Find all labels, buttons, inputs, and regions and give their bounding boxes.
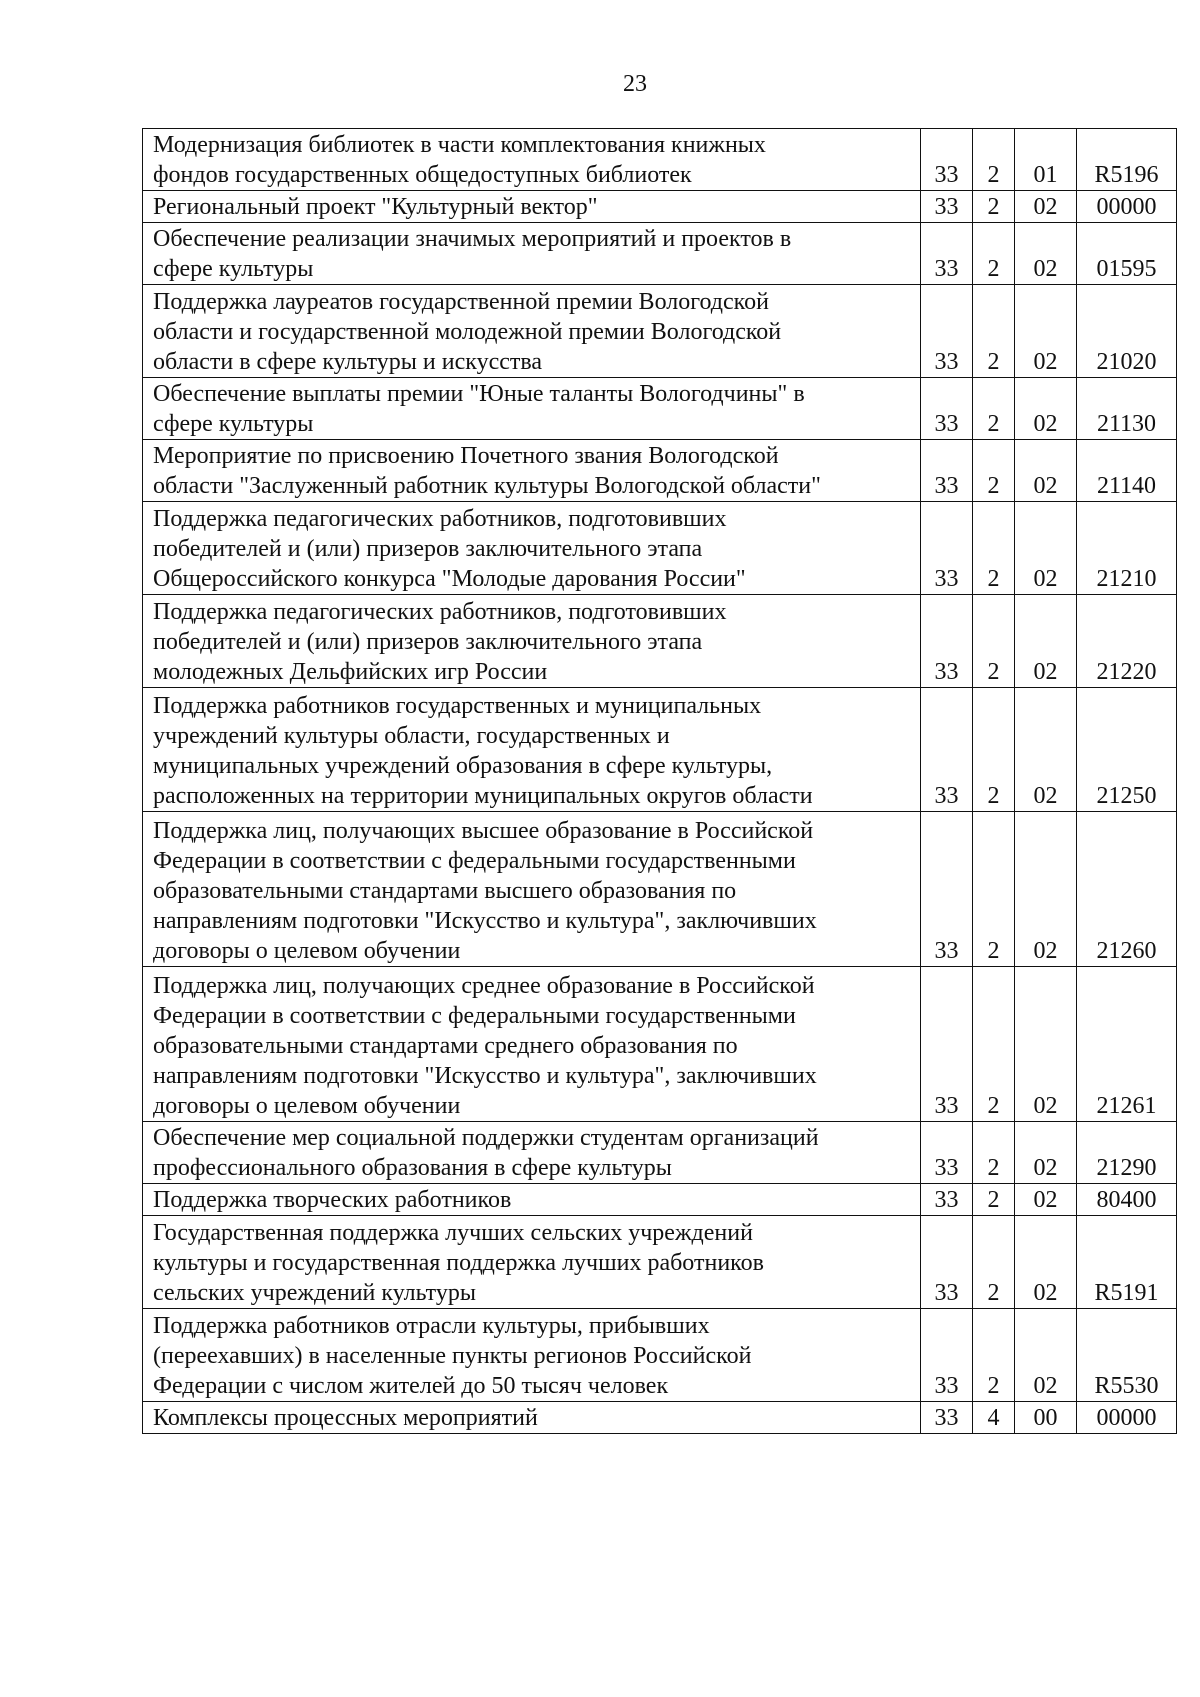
row-name-line: образовательными стандартами высшего образования по bbox=[153, 878, 737, 904]
row-name-line: Обеспечение реализации значимых мероприятий и проектов в bbox=[153, 226, 792, 252]
code-cell-c2: 2 bbox=[973, 285, 1015, 378]
code-cell-c4: 21290 bbox=[1077, 1122, 1177, 1184]
code-cell-c1: 33 bbox=[921, 378, 973, 440]
table-row bbox=[143, 1184, 1177, 1216]
row-name-line: области и государственной молодежной премии Вологодской bbox=[153, 319, 782, 345]
row-name-line: Федерации в соответствии с федеральными государственными bbox=[153, 1003, 796, 1029]
budget-classification-table bbox=[142, 128, 1177, 1434]
row-name-line: расположенных на территории муниципальных округов области bbox=[153, 783, 813, 809]
row-name-line: Комплексы процессных мероприятий bbox=[153, 1405, 538, 1431]
code-cell-c1: 33 bbox=[921, 285, 973, 378]
code-cell-c2: 2 bbox=[973, 378, 1015, 440]
code-cell-c3: 02 bbox=[1015, 223, 1077, 285]
row-name-line: Поддержка лиц, получающих среднее образование в Российской bbox=[153, 973, 815, 999]
table-row bbox=[143, 502, 1177, 595]
table-row bbox=[143, 595, 1177, 688]
row-name-cell bbox=[143, 595, 921, 688]
row-name-cell bbox=[143, 812, 921, 967]
table-row bbox=[143, 191, 1177, 223]
code-cell-c2: 2 bbox=[973, 440, 1015, 502]
code-cell-c3: 02 bbox=[1015, 191, 1077, 223]
code-cell-c2: 2 bbox=[973, 223, 1015, 285]
row-name-cell bbox=[143, 378, 921, 440]
row-name-line: Мероприятие по присвоению Почетного звания Вологодской bbox=[153, 443, 779, 469]
row-name-cell bbox=[143, 223, 921, 285]
row-name-line: Поддержка педагогических работников, подготовивших bbox=[153, 599, 727, 625]
code-cell-c3: 02 bbox=[1015, 285, 1077, 378]
table-row bbox=[143, 1309, 1177, 1402]
code-cell-c1: 33 bbox=[921, 502, 973, 595]
row-name-cell bbox=[143, 1309, 921, 1402]
code-cell-c1: 33 bbox=[921, 1122, 973, 1184]
row-name-line: Поддержка работников государственных и муниципальных bbox=[153, 693, 762, 719]
row-name-cell bbox=[143, 688, 921, 812]
code-cell-c4: 21261 bbox=[1077, 967, 1177, 1122]
table-row bbox=[143, 285, 1177, 378]
code-cell-c3: 02 bbox=[1015, 1216, 1077, 1309]
code-cell-c3: 02 bbox=[1015, 967, 1077, 1122]
row-name-line: Поддержка лауреатов государственной премии Вологодской bbox=[153, 289, 769, 315]
code-cell-c1: 33 bbox=[921, 688, 973, 812]
row-name-line: Региональный проект "Культурный вектор" bbox=[153, 194, 598, 220]
row-name-line: договоры о целевом обучении bbox=[153, 1093, 461, 1119]
row-name-line: направлениям подготовки "Искусство и культура", заключивших bbox=[153, 908, 817, 934]
row-name-line: Поддержка педагогических работников, подготовивших bbox=[153, 506, 727, 532]
code-cell-c3: 02 bbox=[1015, 688, 1077, 812]
code-cell-c2: 2 bbox=[973, 595, 1015, 688]
row-name-line: Поддержка работников отрасли культуры, прибывших bbox=[153, 1313, 710, 1339]
row-name-line: сфере культуры bbox=[153, 256, 314, 282]
row-name-line: победителей и (или) призеров заключительного этапа bbox=[153, 536, 703, 562]
code-cell-c4: 21250 bbox=[1077, 688, 1177, 812]
row-name-line: Поддержка творческих работников bbox=[153, 1187, 512, 1213]
code-cell-c4: 21220 bbox=[1077, 595, 1177, 688]
code-cell-c1: 33 bbox=[921, 440, 973, 502]
row-name-line: Обеспечение выплаты премии "Юные таланты Вологодчины" в bbox=[153, 381, 805, 407]
row-name-line: Государственная поддержка лучших сельских учреждений bbox=[153, 1220, 753, 1246]
row-name-cell bbox=[143, 191, 921, 223]
row-name-line: молодежных Дельфийских игр России bbox=[153, 659, 548, 685]
row-name-line: Обеспечение мер социальной поддержки студентам организаций bbox=[153, 1125, 819, 1151]
table-row bbox=[143, 1122, 1177, 1184]
code-cell-c2: 2 bbox=[973, 1184, 1015, 1216]
code-cell-c1: 33 bbox=[921, 129, 973, 191]
table-row bbox=[143, 1216, 1177, 1309]
code-cell-c1: 33 bbox=[921, 1184, 973, 1216]
table-row bbox=[143, 223, 1177, 285]
code-cell-c1: 33 bbox=[921, 223, 973, 285]
row-name-line: профессионального образования в сфере культуры bbox=[153, 1155, 672, 1181]
row-name-cell bbox=[143, 1122, 921, 1184]
row-name-line: Федерации в соответствии с федеральными государственными bbox=[153, 848, 796, 874]
row-name-cell bbox=[143, 285, 921, 378]
code-cell-c4: R5196 bbox=[1077, 129, 1177, 191]
table-row bbox=[143, 1402, 1177, 1434]
code-cell-c2: 2 bbox=[973, 967, 1015, 1122]
code-cell-c2: 4 bbox=[973, 1402, 1015, 1434]
code-cell-c2: 2 bbox=[973, 1122, 1015, 1184]
row-name-line: договоры о целевом обучении bbox=[153, 938, 461, 964]
code-cell-c4: 80400 bbox=[1077, 1184, 1177, 1216]
code-cell-c4: 00000 bbox=[1077, 1402, 1177, 1434]
code-cell-c1: 33 bbox=[921, 967, 973, 1122]
code-cell-c4: 21260 bbox=[1077, 812, 1177, 967]
row-name-cell bbox=[143, 1402, 921, 1434]
code-cell-c4: R5530 bbox=[1077, 1309, 1177, 1402]
table-row bbox=[143, 440, 1177, 502]
row-name-line: сфере культуры bbox=[153, 411, 314, 437]
row-name-line: направлениям подготовки "Искусство и культура", заключивших bbox=[153, 1063, 817, 1089]
table-row bbox=[143, 688, 1177, 812]
code-cell-c4: 00000 bbox=[1077, 191, 1177, 223]
table-row bbox=[143, 378, 1177, 440]
code-cell-c1: 33 bbox=[921, 1216, 973, 1309]
row-name-line: учреждений культуры области, государственных и bbox=[153, 723, 670, 749]
code-cell-c1: 33 bbox=[921, 1402, 973, 1434]
code-cell-c2: 2 bbox=[973, 129, 1015, 191]
code-cell-c3: 02 bbox=[1015, 1309, 1077, 1402]
row-name-cell bbox=[143, 129, 921, 191]
row-name-line: образовательными стандартами среднего образования по bbox=[153, 1033, 738, 1059]
code-cell-c2: 2 bbox=[973, 1309, 1015, 1402]
row-name-line: сельских учреждений культуры bbox=[153, 1280, 476, 1306]
code-cell-c1: 33 bbox=[921, 595, 973, 688]
code-cell-c4: 21210 bbox=[1077, 502, 1177, 595]
code-cell-c2: 2 bbox=[973, 688, 1015, 812]
code-cell-c3: 02 bbox=[1015, 812, 1077, 967]
row-name-cell bbox=[143, 440, 921, 502]
table-row bbox=[143, 967, 1177, 1122]
row-name-line: культуры и государственная поддержка лучших работников bbox=[153, 1250, 764, 1276]
code-cell-c3: 02 bbox=[1015, 440, 1077, 502]
code-cell-c4: 01595 bbox=[1077, 223, 1177, 285]
code-cell-c4: R5191 bbox=[1077, 1216, 1177, 1309]
code-cell-c4: 21130 bbox=[1077, 378, 1177, 440]
table-row bbox=[143, 812, 1177, 967]
code-cell-c3: 02 bbox=[1015, 1122, 1077, 1184]
row-name-line: области "Заслуженный работник культуры Вологодской области" bbox=[153, 473, 821, 499]
code-cell-c2: 2 bbox=[973, 1216, 1015, 1309]
row-name-cell bbox=[143, 1216, 921, 1309]
row-name-cell bbox=[143, 502, 921, 595]
row-name-line: победителей и (или) призеров заключительного этапа bbox=[153, 629, 703, 655]
table-row bbox=[143, 129, 1177, 191]
row-name-line: Поддержка лиц, получающих высшее образование в Российской bbox=[153, 818, 814, 844]
row-name-line: Общероссийского конкурса "Молодые дарования России" bbox=[153, 566, 746, 592]
code-cell-c3: 01 bbox=[1015, 129, 1077, 191]
row-name-line: Модернизация библиотек в части комплектования книжных bbox=[153, 132, 766, 158]
code-cell-c3: 00 bbox=[1015, 1402, 1077, 1434]
code-cell-c1: 33 bbox=[921, 1309, 973, 1402]
code-cell-c3: 02 bbox=[1015, 502, 1077, 595]
code-cell-c4: 21020 bbox=[1077, 285, 1177, 378]
code-cell-c1: 33 bbox=[921, 812, 973, 967]
row-name-line: Федерации с числом жителей до 50 тысяч человек bbox=[153, 1373, 669, 1399]
code-cell-c2: 2 bbox=[973, 191, 1015, 223]
code-cell-c1: 33 bbox=[921, 191, 973, 223]
code-cell-c2: 2 bbox=[973, 502, 1015, 595]
table-body bbox=[143, 129, 1177, 1434]
row-name-cell bbox=[143, 1184, 921, 1216]
page-number: 23 bbox=[623, 71, 647, 97]
row-name-line: (переехавших) в населенные пункты регионов Российской bbox=[153, 1343, 752, 1369]
code-cell-c2: 2 bbox=[973, 812, 1015, 967]
code-cell-c3: 02 bbox=[1015, 595, 1077, 688]
code-cell-c3: 02 bbox=[1015, 378, 1077, 440]
row-name-cell bbox=[143, 967, 921, 1122]
code-cell-c4: 21140 bbox=[1077, 440, 1177, 502]
row-name-line: области в сфере культуры и искусства bbox=[153, 349, 543, 375]
row-name-line: муниципальных учреждений образования в сфере культуры, bbox=[153, 753, 773, 779]
code-cell-c3: 02 bbox=[1015, 1184, 1077, 1216]
row-name-line: фондов государственных общедоступных библиотек bbox=[153, 162, 692, 188]
